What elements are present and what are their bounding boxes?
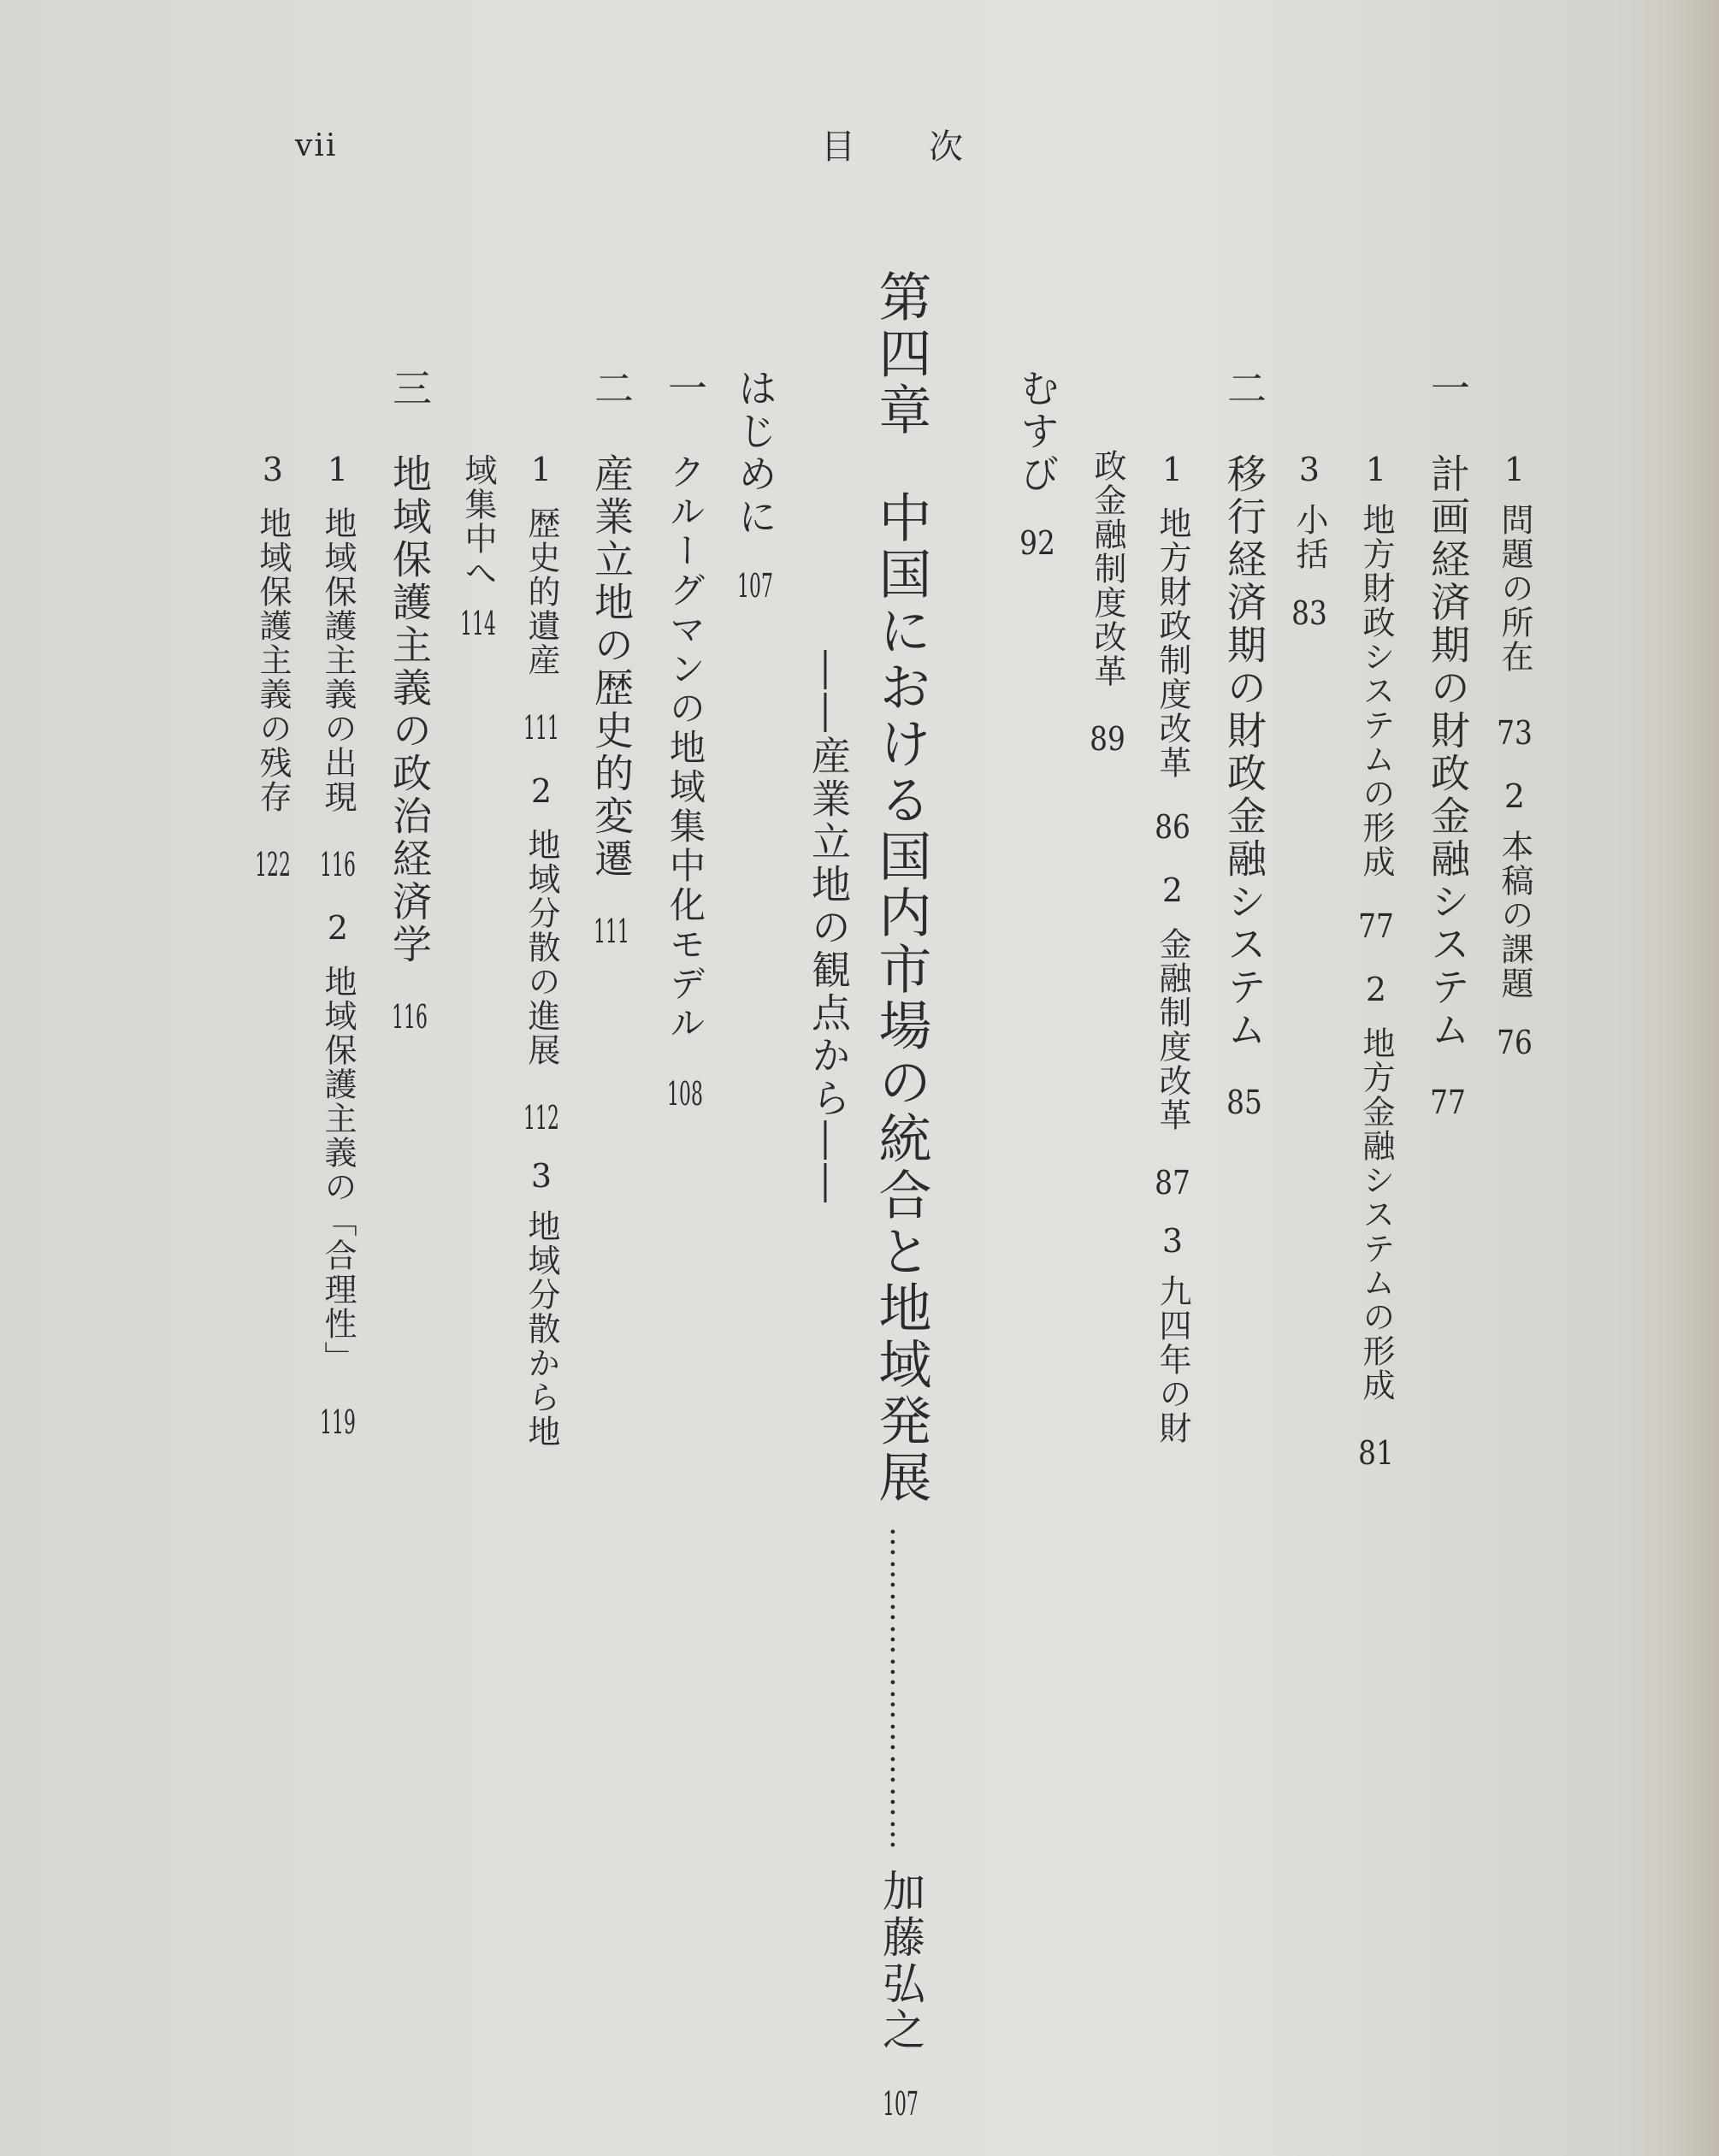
- page-number: 116: [320, 848, 356, 881]
- page-number: 73: [1497, 717, 1533, 749]
- page-number: 87: [1155, 1167, 1190, 1199]
- page-number: 111: [523, 712, 559, 744]
- toc-section-heading: [1221, 368, 1267, 1119]
- page-number: 77: [1430, 1086, 1466, 1119]
- section-number: 一: [662, 368, 708, 411]
- toc-section-heading: [588, 368, 635, 948]
- item-title: 地域分散から地: [523, 1209, 560, 1449]
- item-number: 3: [1161, 1225, 1184, 1257]
- item-number: 2: [327, 912, 349, 944]
- section-title: むすび: [1014, 368, 1060, 496]
- toc-section-heading: [1425, 368, 1471, 1119]
- page-number: 112: [523, 1102, 559, 1134]
- section-title: はじめに: [732, 368, 778, 539]
- item-title: 地方財政制度改革: [1154, 506, 1191, 780]
- item-title: 地域保護主義の「合理性」: [319, 965, 357, 1375]
- page-number: 111: [594, 915, 629, 948]
- chapter-author: 加藤弘之: [876, 1869, 925, 2053]
- item-number: 1: [1365, 453, 1387, 486]
- page-number: 119: [320, 1406, 356, 1438]
- item-title: 金融制度改革: [1154, 927, 1191, 1132]
- item-title: 小括: [1291, 503, 1328, 571]
- item-title: 問題の所在: [1496, 503, 1533, 674]
- item-number: 3: [530, 1160, 552, 1192]
- page-number: 114: [460, 607, 496, 640]
- toc-entry-line: [1293, 453, 1326, 629]
- toc-entry-line: [1357, 453, 1395, 1469]
- toc-section-heading: [1014, 368, 1060, 559]
- item-number: 2: [1161, 874, 1184, 907]
- item-number: 1: [530, 453, 552, 486]
- page-number: 122: [255, 848, 291, 881]
- toc-section-heading: [732, 368, 778, 602]
- item-number: 2: [530, 775, 552, 807]
- page-number: 85: [1226, 1086, 1262, 1119]
- chapter-label: 第四章: [870, 269, 932, 439]
- leader-dots: …………………………: [883, 1527, 919, 1852]
- page-edge-shadow: [1668, 0, 1719, 2156]
- toc-entry-line: [319, 453, 357, 1438]
- item-title: 本稿の課題: [1496, 830, 1533, 1001]
- toc-entry-line: [254, 453, 292, 881]
- item-title: 地域保護主義の出現: [319, 506, 357, 814]
- toc-entry-line: [459, 453, 497, 640]
- item-title: 政金融制度改革: [1089, 449, 1126, 688]
- item-number: 3: [262, 453, 284, 486]
- section-title: 計画経済期の財政金融システム: [1425, 453, 1471, 1052]
- page-number: 92: [1019, 527, 1055, 559]
- page-number: 107: [883, 2088, 919, 2120]
- toc-section-heading: [387, 368, 433, 1033]
- item-title: 地方財政システムの形成: [1357, 503, 1395, 879]
- chapter-subtitle: ――産業立地の観点から――: [806, 650, 852, 1206]
- page-number: 89: [1090, 723, 1125, 755]
- item-number: 1: [1161, 453, 1184, 486]
- running-title: 目 次: [821, 127, 965, 167]
- section-number: 一: [1425, 368, 1471, 411]
- item-number: 3: [1298, 453, 1320, 486]
- section-title: クルーグマンの地域集中化モデル: [665, 453, 706, 1043]
- page-number: 108: [667, 1078, 703, 1110]
- toc-section-heading: [662, 368, 708, 1110]
- chapter-title: 中国における国内市場の統合と地域発展: [870, 490, 932, 1506]
- toc-entry-line: [1156, 453, 1189, 1445]
- page-number: 107: [737, 570, 773, 602]
- toc-entry-line: [1498, 453, 1531, 1059]
- section-number: 三: [387, 368, 433, 411]
- page-number: 76: [1497, 1026, 1533, 1059]
- section-title: 産業立地の歴史的変遷: [588, 453, 635, 881]
- page-number: 116: [392, 1001, 428, 1033]
- item-title: 域集中へ: [459, 453, 497, 590]
- section-title: 地域保護主義の政治経済学: [387, 453, 433, 966]
- toc-entry-line: [1091, 449, 1124, 755]
- item-title: 地域保護主義の残存: [254, 506, 292, 814]
- item-number: 1: [1503, 453, 1526, 486]
- folio: vii: [295, 128, 338, 163]
- item-title: 地域分散の進展: [523, 828, 560, 1067]
- chapter-heading: [870, 269, 932, 2120]
- toc-entry-line: [525, 453, 558, 1449]
- section-number: 二: [588, 368, 635, 411]
- section-title: 移行経済期の財政金融システム: [1221, 453, 1267, 1052]
- page-number: 83: [1291, 597, 1327, 629]
- item-title: 歴史的遺産: [523, 506, 560, 677]
- page-number: 77: [1358, 910, 1394, 942]
- item-number: 2: [1503, 780, 1526, 812]
- page-number: 86: [1155, 811, 1190, 843]
- item-number: 2: [1365, 973, 1387, 1006]
- section-number: 二: [1221, 368, 1267, 411]
- page-number: 81: [1358, 1437, 1394, 1469]
- item-title: 九四年の財: [1154, 1274, 1191, 1445]
- item-number: 1: [327, 453, 349, 486]
- item-title: 地方金融システムの形成: [1357, 1026, 1395, 1403]
